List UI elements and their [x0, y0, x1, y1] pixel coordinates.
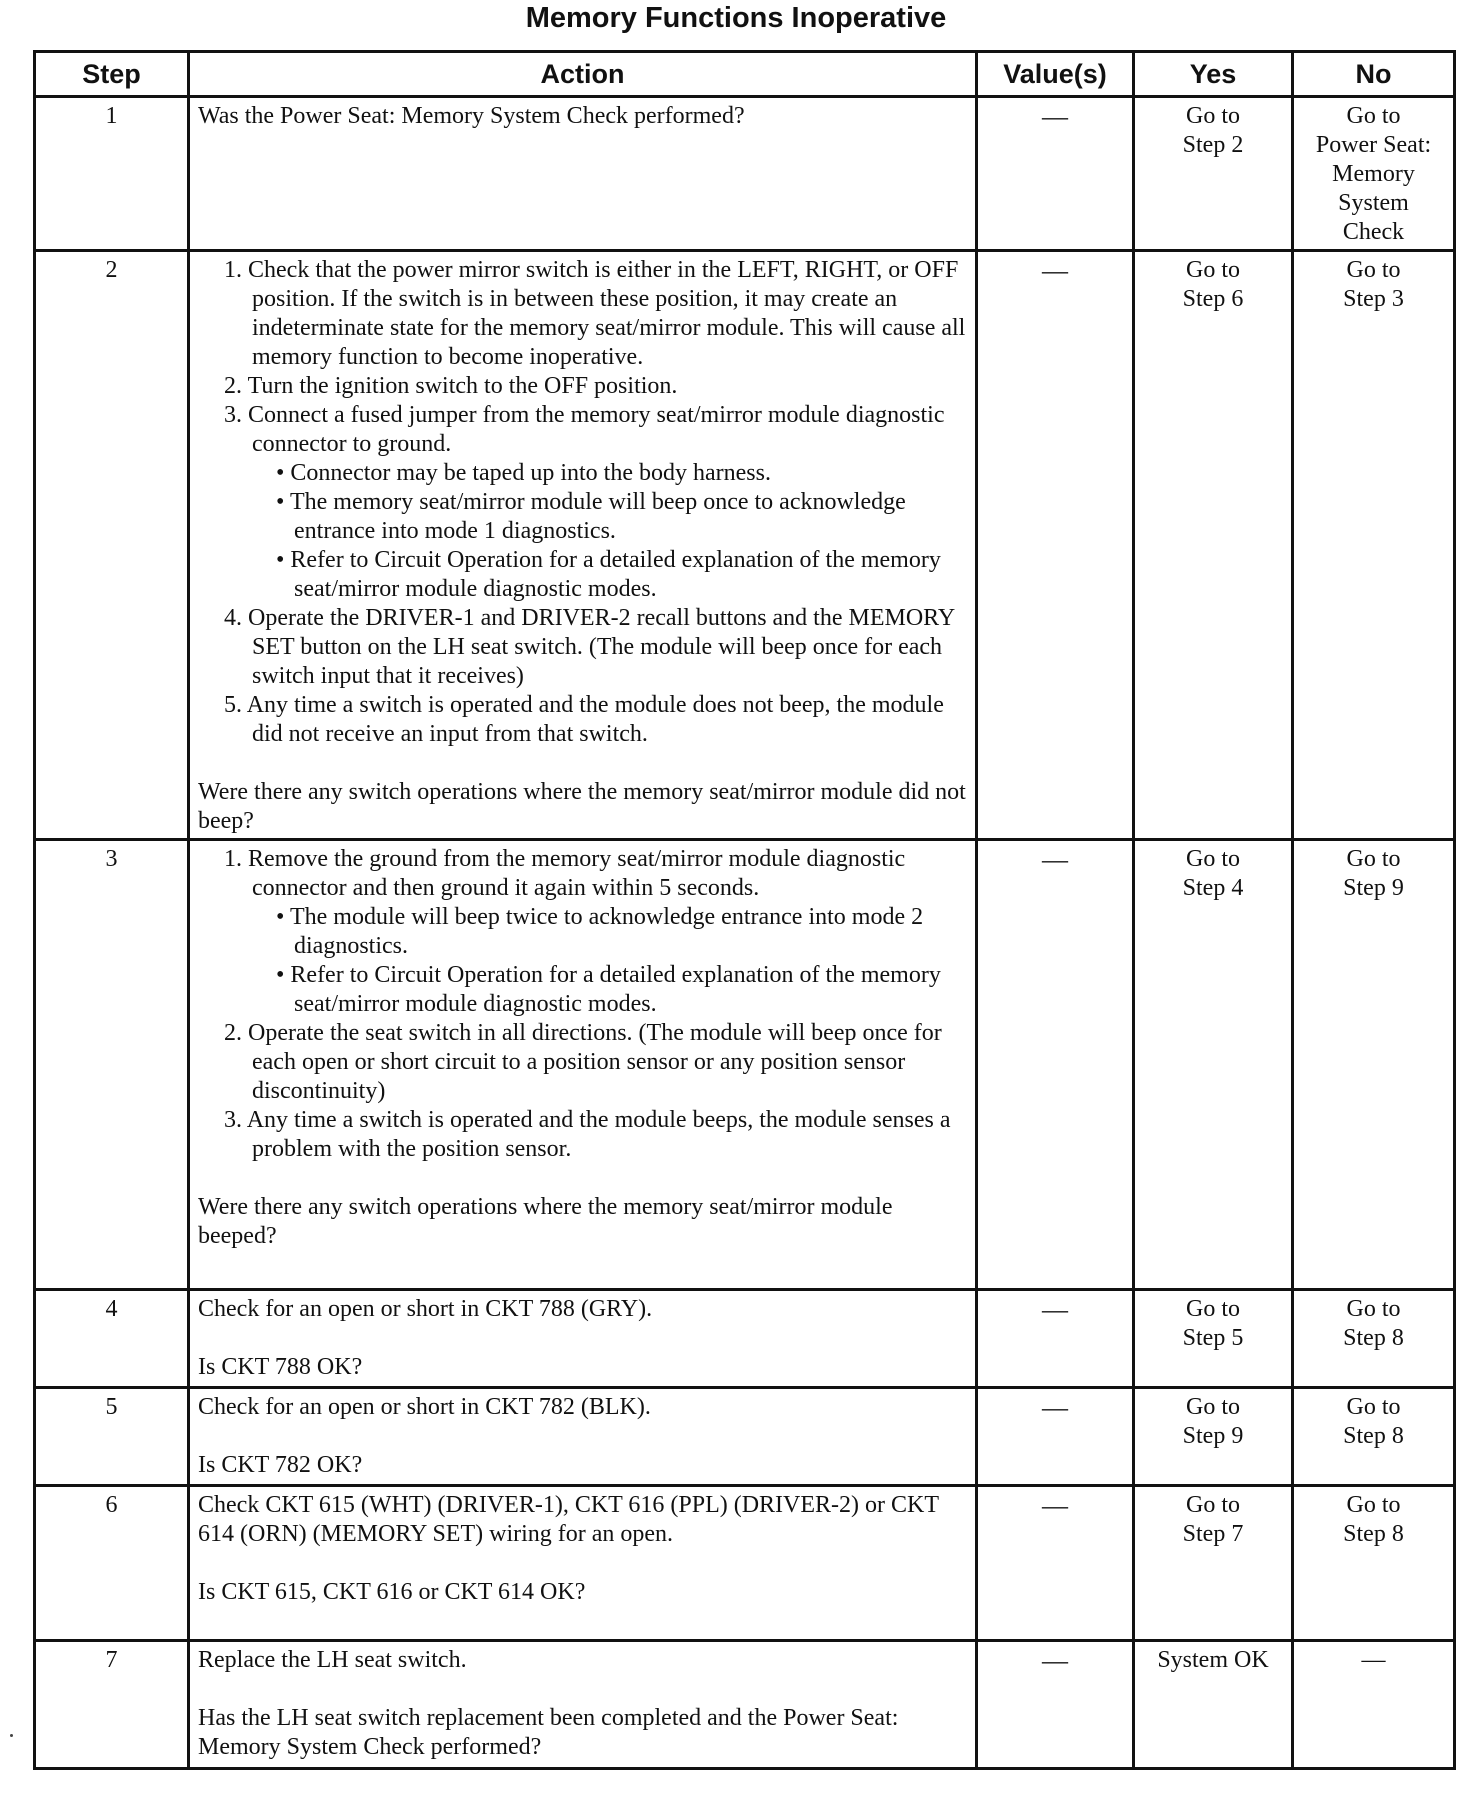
yes-cell: [1134, 251, 1293, 840]
yes-line: Step 5: [1182, 1325, 1244, 1351]
numbered-item: 5. Any time a switch is operated and the module does not beep, the module did not receive an input from that switch.: [224, 692, 944, 747]
action-cell: [189, 251, 977, 840]
action-cell: [189, 1641, 977, 1769]
no-cell: [1293, 1388, 1455, 1486]
yes-cell: [1134, 1290, 1293, 1388]
action-text: Was the Power Seat: Memory System Check performed?: [198, 103, 745, 129]
header-action: Action: [189, 52, 977, 97]
yes-line: Step 9: [1182, 1423, 1244, 1449]
value-cell: —: [977, 251, 1134, 840]
no-line: System: [1338, 190, 1409, 216]
step-row-3: [35, 840, 1455, 1290]
step-number: 4: [35, 1290, 189, 1388]
no-line: Go to: [1346, 846, 1401, 872]
yes-line: System OK: [1157, 1647, 1269, 1673]
no-line: —: [1361, 1647, 1386, 1673]
action-text: Check for an open or short in CKT 788 (GRY).: [198, 1296, 653, 1322]
header-yes: Yes: [1134, 52, 1293, 97]
action-question: Is CKT 782 OK?: [198, 1452, 363, 1478]
step-number: 1: [35, 97, 189, 251]
no-line: Step 8: [1343, 1521, 1404, 1547]
no-line: Step 8: [1343, 1325, 1404, 1351]
value-cell: —: [977, 97, 1134, 251]
header-no: No: [1293, 52, 1455, 97]
header-step: Step: [35, 52, 189, 97]
yes-cell: [1134, 1641, 1293, 1769]
action-cell: [189, 1388, 977, 1486]
yes-cell: [1134, 1388, 1293, 1486]
step-number: 2: [35, 251, 189, 840]
value-cell: —: [977, 1486, 1134, 1641]
no-line: Power Seat:: [1315, 132, 1432, 158]
header-values: Value(s): [977, 52, 1134, 97]
yes-cell: [1134, 840, 1293, 1290]
no-line: Check: [1342, 219, 1405, 245]
yes-line: Step 6: [1182, 286, 1244, 312]
numbered-item: 1. Remove the ground from the memory seat/mirror module diagnostic connector and then ground it again within 5 seconds.: [224, 846, 906, 901]
no-line: Go to: [1346, 1492, 1401, 1518]
value-cell: —: [977, 840, 1134, 1290]
action-question: Is CKT 788 OK?: [198, 1354, 363, 1380]
numbered-item: 2. Operate the seat switch in all directions. (The module will beep once for each open or short circuit to a position sensor or any position sensor discontinuity): [224, 1020, 942, 1104]
step-number: 3: [35, 840, 189, 1290]
no-line: Memory: [1332, 161, 1415, 187]
action-text: Check CKT 615 (WHT) (DRIVER-1), CKT 616 (PPL) (DRIVER-2) or CKT 614 (ORN) (MEMORY SET) wiring for an open.: [198, 1492, 939, 1547]
numbered-item: 4. Operate the DRIVER-1 and DRIVER-2 recall buttons and the MEMORY SET button on the LH seat switch. (The module will beep once for each switch input that it receives): [224, 605, 955, 689]
diagnostic-table: [33, 50, 1456, 1770]
no-cell: [1293, 251, 1455, 840]
no-line: Step 9: [1343, 875, 1404, 901]
no-line: Step 8: [1343, 1423, 1404, 1449]
no-cell: [1293, 1641, 1455, 1769]
no-cell: [1293, 1290, 1455, 1388]
yes-line: Step 4: [1182, 875, 1244, 901]
step-number: 5: [35, 1388, 189, 1486]
no-line: Step 3: [1343, 286, 1404, 312]
yes-line: Step 2: [1182, 132, 1244, 158]
action-text: Check for an open or short in CKT 782 (BLK).: [198, 1394, 651, 1420]
numbered-item: 1. Check that the power mirror switch is either in the LEFT, RIGHT, or OFF position. If the switch is in between these position, it may create an indeterminate state for the memory seat/mirror module. This will cause all memory function to become inoperative.: [224, 257, 966, 370]
action-question: Has the LH seat switch replacement been completed and the Power Seat: Memory System Check performed?: [198, 1705, 899, 1760]
action-question: Were there any switch operations where the memory seat/mirror module did not beep?: [198, 779, 966, 834]
action-cell: [189, 97, 977, 251]
step-row-5: [35, 1388, 1455, 1486]
header-row: [35, 52, 1455, 97]
action-cell: [189, 1486, 977, 1641]
action-question: Were there any switch operations where the memory seat/mirror module beeped?: [198, 1194, 893, 1249]
value-cell: —: [977, 1388, 1134, 1486]
no-line: Go to: [1346, 103, 1401, 129]
step-row-2: [35, 251, 1455, 840]
numbered-item: 3. Connect a fused jumper from the memory seat/mirror module diagnostic connector to ground.: [224, 402, 945, 457]
no-cell: [1293, 97, 1455, 251]
action-cell: [189, 840, 977, 1290]
bullet-item: • Connector may be taped up into the body harness.: [276, 460, 771, 486]
step-row-1: [35, 97, 1455, 251]
step-row-6: [35, 1486, 1455, 1641]
action-question: Is CKT 615, CKT 616 or CKT 614 OK?: [198, 1579, 586, 1605]
yes-line: Go to: [1186, 1492, 1240, 1518]
value-cell: —: [977, 1290, 1134, 1388]
bullet-item: • Refer to Circuit Operation for a detailed explanation of the memory seat/mirror module diagnostic modes.: [276, 962, 941, 1017]
bullet-item: • The memory seat/mirror module will beep once to acknowledge entrance into mode 1 diagnostics.: [276, 489, 906, 544]
yes-cell: [1134, 1486, 1293, 1641]
yes-line: Go to: [1186, 846, 1240, 872]
no-cell: [1293, 840, 1455, 1290]
step-row-4: [35, 1290, 1455, 1388]
numbered-item: 2. Turn the ignition switch to the OFF position.: [224, 373, 678, 399]
yes-line: Go to: [1186, 103, 1240, 129]
action-cell: [189, 1290, 977, 1388]
step-number: 6: [35, 1486, 189, 1641]
no-line: Go to: [1346, 1296, 1401, 1322]
page-title: Memory Functions Inoperative: [525, 2, 947, 34]
step-row-7: [35, 1641, 1455, 1769]
bullet-item: • Refer to Circuit Operation for a detailed explanation of the memory seat/mirror module diagnostic modes.: [276, 547, 941, 602]
yes-cell: [1134, 97, 1293, 251]
no-line: Go to: [1346, 1394, 1401, 1420]
action-text: Replace the LH seat switch.: [198, 1647, 467, 1673]
numbered-item: 3. Any time a switch is operated and the module beeps, the module senses a problem with the position sensor.: [224, 1107, 951, 1162]
yes-line: Go to: [1186, 1394, 1240, 1420]
bullet-item: • The module will beep twice to acknowledge entrance into mode 2 diagnostics.: [276, 904, 924, 959]
scan-speck: [10, 1734, 13, 1737]
step-number: 7: [35, 1641, 189, 1769]
no-line: Go to: [1346, 257, 1401, 283]
yes-line: Go to: [1186, 1296, 1240, 1322]
yes-line: Step 7: [1182, 1521, 1244, 1547]
yes-line: Go to: [1186, 257, 1240, 283]
value-cell: —: [977, 1641, 1134, 1769]
no-cell: [1293, 1486, 1455, 1641]
